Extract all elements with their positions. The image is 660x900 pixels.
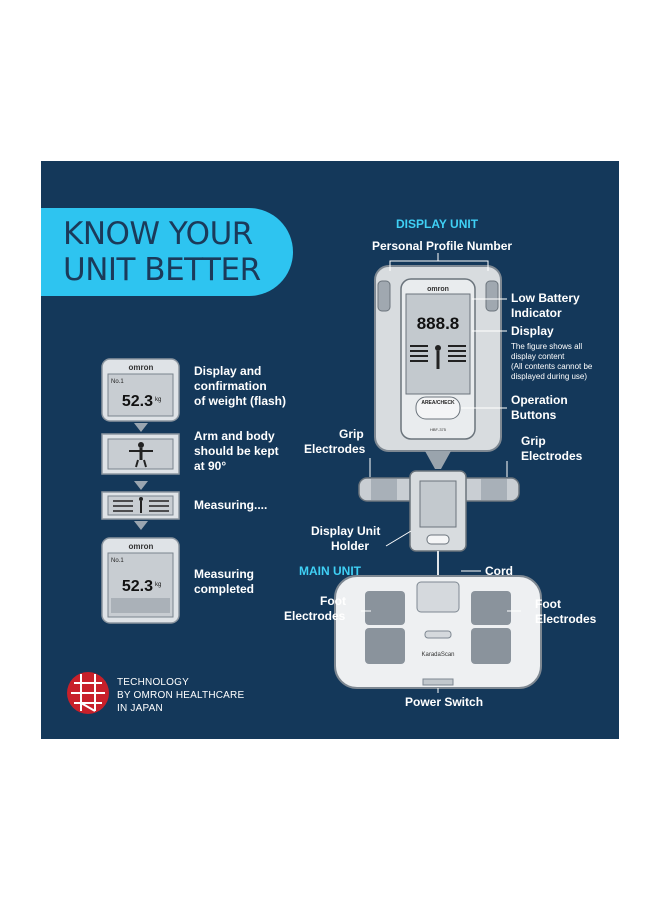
step-4-unit: kg — [155, 582, 162, 588]
main-unit-scale — [335, 576, 541, 688]
title-line-2: UNIT BETTER — [63, 252, 261, 288]
operation-buttons-label-2: Buttons — [511, 408, 557, 422]
step-4-brand: omron — [128, 542, 154, 551]
step-2-label-3: at 90° — [194, 459, 227, 473]
technology-line-3: IN JAPAN — [117, 703, 163, 714]
foot-right-label-1: Foot — [535, 597, 561, 611]
step-1-no: No.1 — [111, 379, 124, 385]
step-3-label-1: Measuring.... — [194, 498, 268, 512]
holder-label-2: Holder — [331, 539, 370, 553]
technology-line-2: BY OMRON HEALTHCARE — [117, 690, 245, 701]
technology-text — [117, 676, 244, 715]
display-unit-digits: 888.8 — [416, 314, 460, 333]
display-unit-device — [375, 266, 501, 451]
step-4-no: No.1 — [111, 558, 124, 564]
step-4-weight: 52.3 — [121, 578, 153, 595]
grip-left-label-2: Electrodes — [304, 442, 366, 456]
low-battery-label-2: Indicator — [511, 306, 562, 320]
step-4-device — [102, 538, 179, 623]
step-2-device — [102, 434, 179, 474]
foot-left-label-2: Electrodes — [284, 609, 346, 623]
step-3-device — [102, 492, 179, 519]
display-unit-heading: DISPLAY UNIT — [396, 217, 479, 231]
step-4-label-1: Measuring — [194, 567, 255, 581]
grip-left-label-1: Grip — [339, 427, 364, 441]
holder-label-1: Display Unit — [311, 524, 381, 538]
grip-right-label-1: Grip — [521, 434, 546, 448]
infographic-panel — [41, 161, 619, 739]
power-switch-label: Power Switch — [405, 695, 484, 709]
display-unit-brand: omron — [427, 286, 449, 293]
step-1-label-1: Display and — [194, 364, 262, 378]
display-note-2: display content — [511, 352, 565, 361]
step-1-device — [102, 359, 179, 421]
display-label: Display — [511, 324, 554, 338]
step-1-weight: 52.3 — [121, 393, 153, 410]
step-2-label-2: should be kept — [194, 444, 279, 458]
display-unit-connector — [425, 451, 451, 469]
scale-brand: KaradaScan — [421, 652, 455, 658]
area-check-button-label: AREA/CHECK — [421, 400, 455, 406]
grip-right-label-2: Electrodes — [521, 449, 583, 463]
step-1-label-2: confirmation — [194, 379, 267, 393]
step-1-unit: kg — [155, 397, 162, 403]
display-note-3: (All contents cannot be — [511, 362, 593, 371]
step-arrow-3 — [134, 521, 148, 530]
main-unit-heading: MAIN UNIT — [299, 564, 361, 578]
foot-right-label-2: Electrodes — [535, 612, 597, 626]
display-note-4: displayed during use) — [511, 372, 588, 381]
display-unit-model: HBF-375 — [429, 427, 447, 432]
operation-buttons-label-1: Operation — [511, 393, 568, 407]
step-2-label-1: Arm and body — [194, 429, 275, 443]
step-1-label-3: of weight (flash) — [194, 394, 286, 408]
step-arrow-1 — [134, 423, 148, 432]
step-1-brand: omron — [128, 363, 154, 372]
japan-flag-logo — [67, 672, 109, 714]
title-line-1: KNOW YOUR — [63, 216, 253, 252]
step-arrow-2 — [134, 481, 148, 490]
cord-label: Cord — [485, 564, 513, 578]
foot-left-label-1: Foot — [320, 594, 346, 608]
display-note-1: The figure shows all — [511, 342, 583, 351]
low-battery-label-1: Low Battery — [511, 291, 580, 305]
personal-profile-label: Personal Profile Number — [372, 239, 513, 253]
step-4-label-2: completed — [194, 582, 255, 596]
technology-line-1: TECHNOLOGY — [117, 677, 190, 688]
